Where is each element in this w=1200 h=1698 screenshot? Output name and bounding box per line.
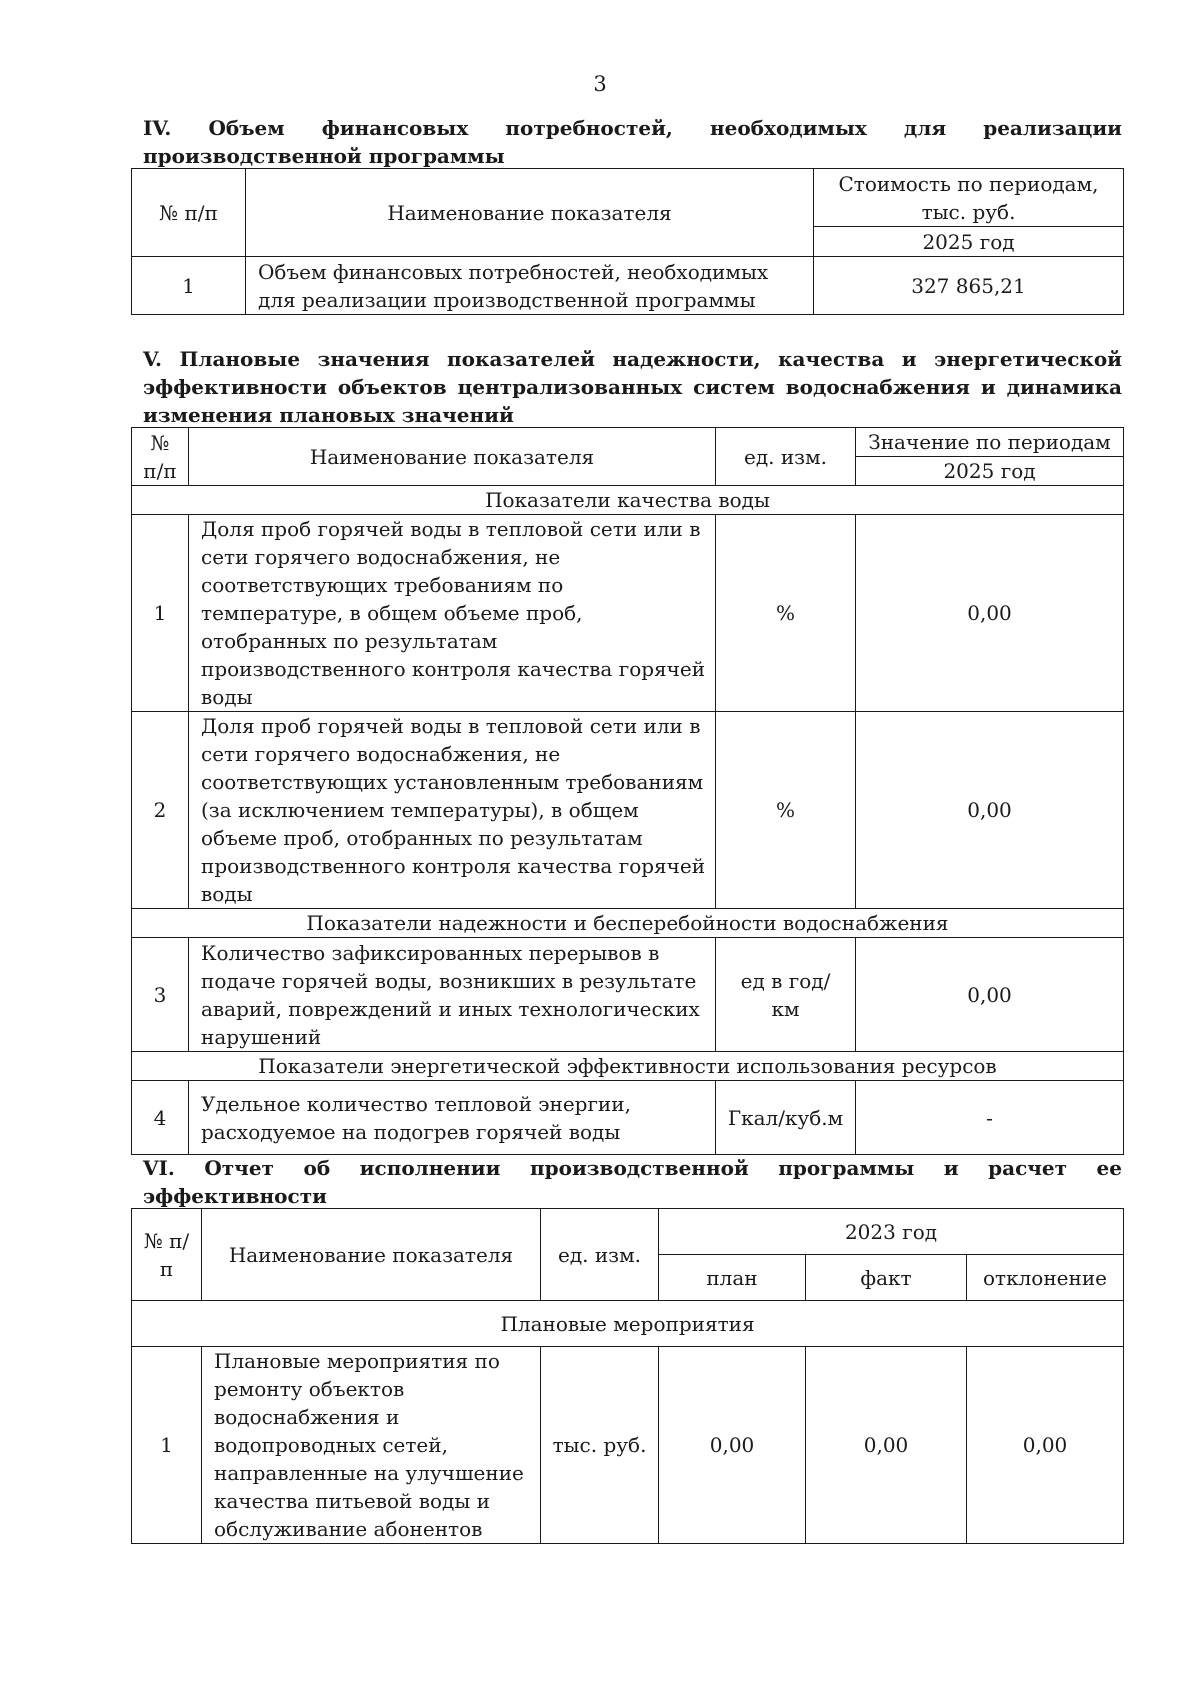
col-header-unit: ед. изм. [541, 1209, 659, 1301]
col-header-plan: план [659, 1255, 806, 1301]
table-row [132, 257, 1124, 315]
financial-needs-table [131, 168, 1124, 315]
table-row [132, 712, 1124, 909]
row-unit: ед в год/ км [716, 938, 856, 1052]
row-number: 1 [132, 1347, 202, 1544]
row-value: 0,00 [856, 938, 1124, 1052]
col-header-year: 2025 год [856, 457, 1124, 486]
row-name: Количество зафиксированных перерывов в подаче горячей воды, возникших в результате аварий, повреждений и иных технологических нарушений [189, 938, 716, 1052]
row-plan: 0,00 [659, 1347, 806, 1544]
row-deviation: 0,00 [967, 1347, 1124, 1544]
col-header-fact: факт [806, 1255, 967, 1301]
group-energy: Показатели энергетической эффективности использования ресурсов [132, 1052, 1124, 1081]
col-header-year: 2025 год [814, 227, 1124, 257]
col-header-name: Наименование показателя [202, 1209, 541, 1301]
row-name: Доля проб горячей воды в тепловой сети или в сети горячего водоснабжения, не соответствующих установленным требованиям (за исключением температуры), в общем объеме проб, отобранных по результатам производственного контроля качества горячей воды [189, 712, 716, 909]
row-name: Удельное количество тепловой энергии, расходуемое на подогрев горячей воды [189, 1081, 716, 1155]
col-header-number: № п/п [132, 169, 246, 257]
row-unit: % [716, 712, 856, 909]
row-number: 4 [132, 1081, 189, 1155]
col-header-name: Наименование показателя [246, 169, 814, 257]
row-name: Объем финансовых потребностей, необходимых для реализации производственной программы [246, 257, 814, 315]
row-value: 0,00 [856, 712, 1124, 909]
indicators-table [131, 427, 1124, 1155]
section-6-heading: VI. Отчет об исполнении производственной программы и расчет ее эффективности [143, 1156, 1122, 1208]
table-row [132, 515, 1124, 712]
section-4-heading: IV. Объем финансовых потребностей, необходимых для реализации производственной программы [143, 116, 1122, 168]
col-header-year: 2023 год [659, 1209, 1124, 1255]
col-header-unit: ед. изм. [716, 428, 856, 486]
col-header-number: № п/п [132, 428, 189, 486]
col-header-values: Значение по периодам [856, 428, 1124, 457]
row-value: 0,00 [856, 515, 1124, 712]
row-unit: тыс. руб. [541, 1347, 659, 1544]
row-name: Плановые мероприятия по ремонту объектов водоснабжения и водопроводных сетей, направленные на улучшение качества питьевой воды и обслуживание абонентов [202, 1347, 541, 1544]
group-reliability: Показатели надежности и бесперебойности водоснабжения [132, 909, 1124, 938]
col-header-number: № п/п [132, 1209, 202, 1301]
col-header-deviation: отклонение [967, 1255, 1124, 1301]
row-fact: 0,00 [806, 1347, 967, 1544]
col-header-name: Наименование показателя [189, 428, 716, 486]
row-number: 3 [132, 938, 189, 1052]
row-value: 327 865,21 [814, 257, 1124, 315]
col-header-cost: Стоимость по периодам, тыс. руб. [814, 169, 1124, 227]
table-row [132, 1081, 1124, 1155]
group-quality: Показатели качества воды [132, 486, 1124, 515]
row-name: Доля проб горячей воды в тепловой сети или в сети горячего водоснабжения, не соответствующих требованиям по температуре, в общем объеме проб, отобранных по результатам производственного контроля качества горячей воды [189, 515, 716, 712]
row-unit: Гкал/куб.м [716, 1081, 856, 1155]
group-planned: Плановые мероприятия [132, 1301, 1124, 1347]
program-report-table [131, 1208, 1124, 1544]
section-5-heading: V. Плановые значения показателей надежности, качества и энергетической эффективности объектов централизованных систем водоснабжения и динамика изменения плановых значений [143, 347, 1122, 427]
page-number: 3 [593, 72, 607, 96]
row-unit: % [716, 515, 856, 712]
row-number: 1 [132, 515, 189, 712]
row-number: 2 [132, 712, 189, 909]
row-value: - [856, 1081, 1124, 1155]
table-row [132, 938, 1124, 1052]
table-row [132, 1347, 1124, 1544]
row-number: 1 [132, 257, 246, 315]
